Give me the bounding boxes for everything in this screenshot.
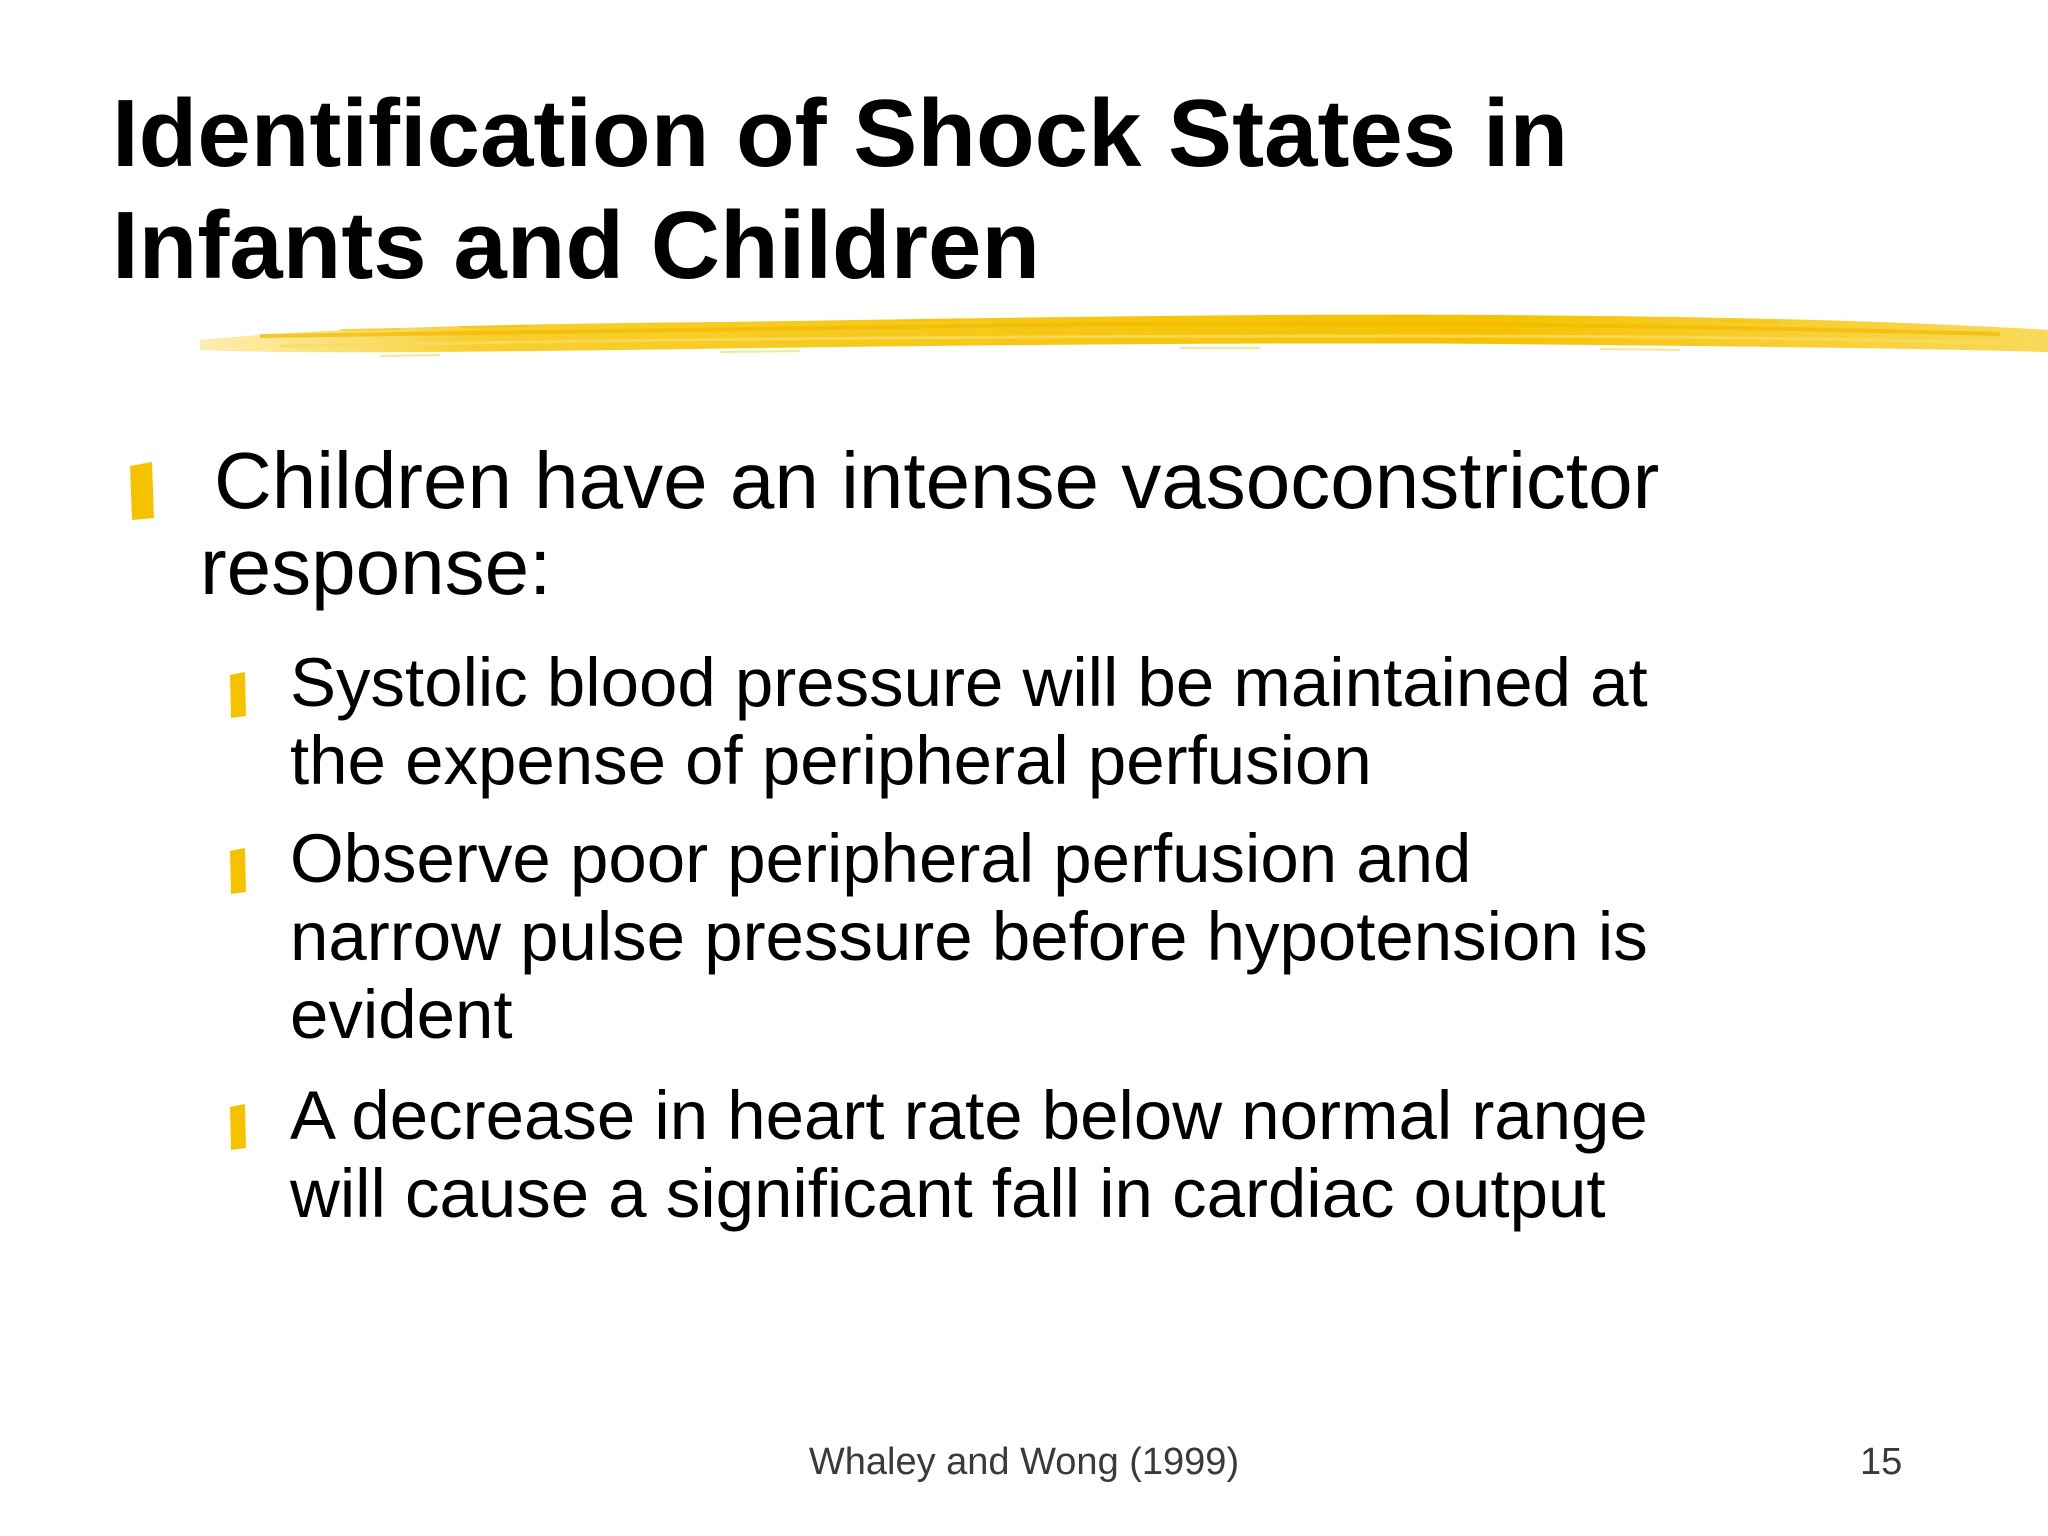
sub-bullet-1	[290, 644, 2010, 800]
sub-bullet-2-line-2: narrow pulse pressure before hypotension is	[290, 898, 1648, 975]
main-bullet-line-1: Children have an intense vasoconstrictor	[214, 436, 1660, 525]
sub-bullet-2	[290, 820, 2010, 1054]
sub-bullet-1-line-2: the expense of peripheral perfusion	[290, 722, 1372, 799]
slide-page-number: 15	[1860, 1441, 1903, 1483]
bullet-icon	[128, 462, 156, 520]
title-line-1: Identification of Shock States in	[112, 80, 1569, 187]
slide-footer-citation: Whaley and Wong (1999)	[808, 1441, 1240, 1483]
sub-bullet-icon	[228, 848, 248, 894]
sub-bullet-1-line-1: Systolic blood pressure will be maintained at	[290, 644, 1648, 721]
brush-stroke-divider	[200, 300, 2048, 370]
sub-bullet-3-line-1: A decrease in heart rate below normal range	[290, 1077, 1648, 1154]
sub-bullet-icon	[228, 672, 248, 718]
sub-bullet-2-line-1: Observe poor peripheral perfusion and	[290, 820, 1472, 897]
main-bullet-text	[200, 438, 1980, 610]
slide-title	[112, 78, 1932, 302]
main-bullet-line-2: response:	[200, 522, 552, 611]
sub-bullet-icon	[228, 1104, 248, 1150]
sub-bullet-3-line-2: will cause a significant fall in cardiac output	[290, 1155, 1606, 1232]
sub-bullet-3	[290, 1077, 2010, 1233]
title-line-2: Infants and Children	[112, 192, 1041, 299]
sub-bullet-2-line-3: evident	[290, 976, 513, 1053]
